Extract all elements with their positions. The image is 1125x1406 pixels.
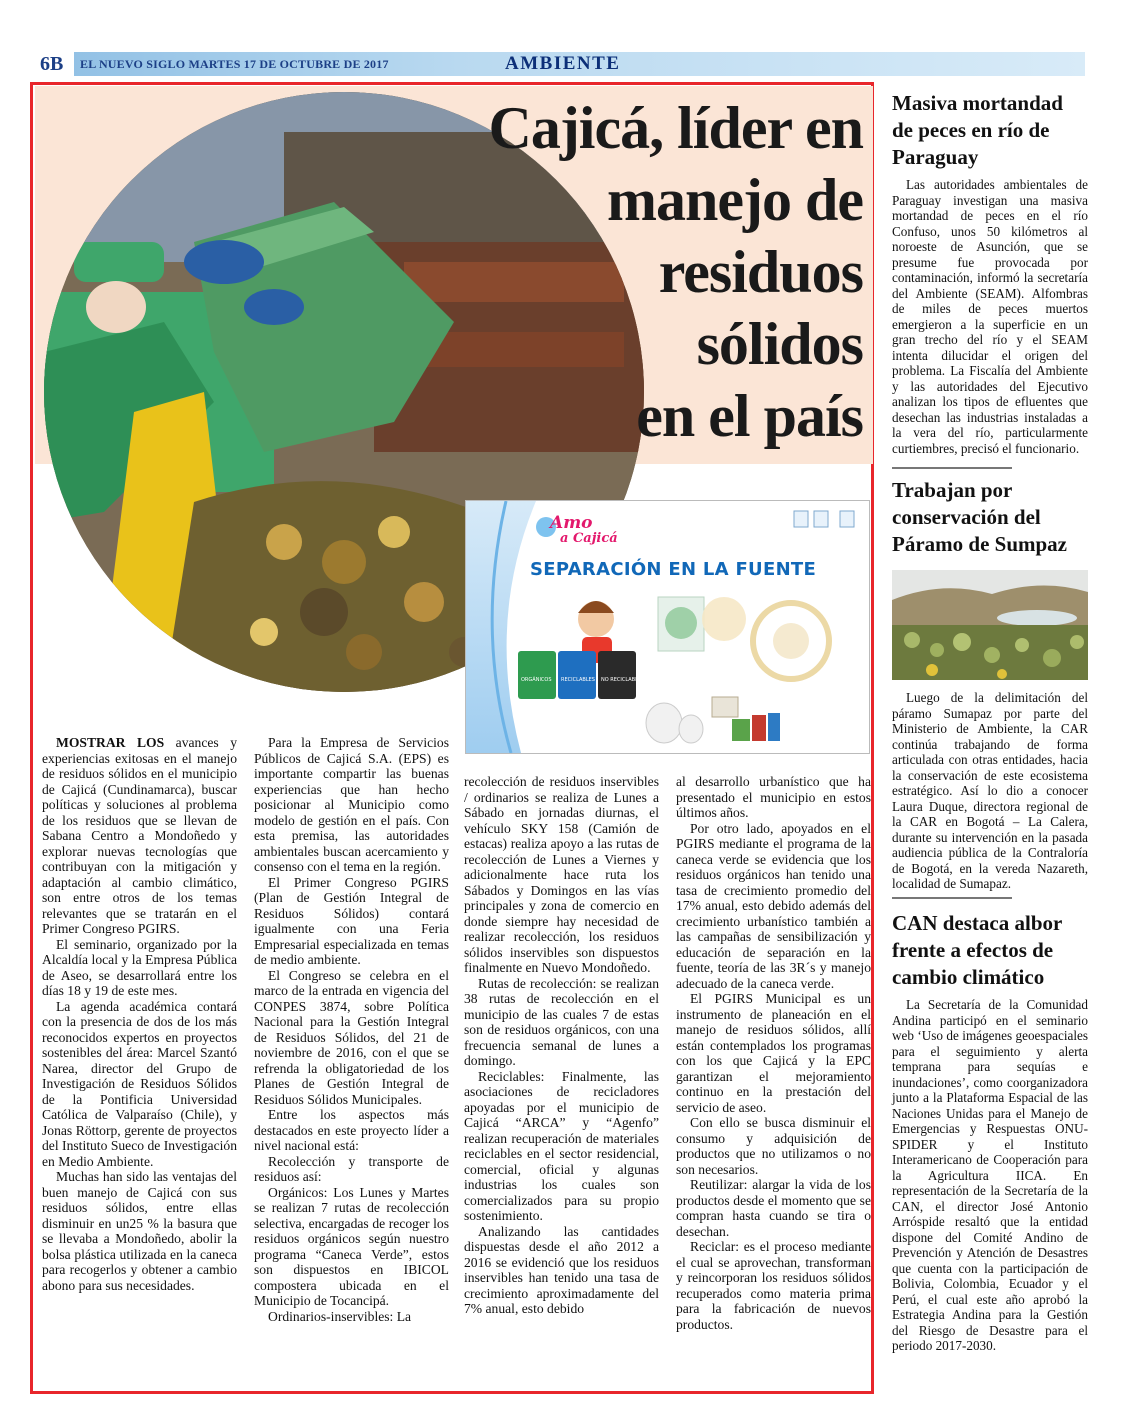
article-paragraph: al desarrollo urbanístico que ha presentado el municipio en estos últimos años.	[676, 774, 871, 820]
article-paragraph: Orgánicos: Los Lunes y Martes se realizan 7 rutas de recolección selectiva, encargadas de recoger los residuos orgánicos según nuestro programa “Caneca Verde”, estos son dispuestos en IBICOL compostera ubicada en el Municipio de Tocancipá.	[254, 1184, 449, 1308]
sidebar-story-title: Trabajan por conservación del Páramo de Sumpaz	[892, 478, 1067, 556]
headline-line: Cajicá, líder en	[488, 95, 863, 161]
sidebar-story-text: Las autoridades ambientales de Paraguay investigan una masiva mortandad de peces en el río Confuso, unos 50 kilómetros al noroeste de Asunción, que se presume fue provocada por contaminación, informó la secretaría del Ambiente (SEAM). Alfombras de miles de peces muertos emergieron a la superficie en un gran trecho del río y el SEAM intenta dilucidar el origen del problema. La Fiscalía del Ambiente y las autoridades del Ejecutivo analizan los tipos de efluentes que desechan las industrias instaladas a la vera del río, particularmente curtiembres, precisó el funcionario.	[892, 177, 1088, 456]
sidebar-story-sumapaz-body	[892, 690, 1088, 892]
article-paragraph: Muchas han sido las ventajas del buen manejo de Cajicá con sus residuos sólidos, entre ellas disminuir en un25 % la basura que se llevaba a Mondoñedo, abolir la bolsa plástica utilizada en la caneca para recogerlos y obtener a cambio abono para sus necesidades.	[42, 1169, 237, 1293]
article-paragraph: Analizando las cantidades dispuestas desde el año 2012 a 2016 se evidenció que los residuos inservibles han tenido una tasa de crecimiento aproximadamente del 7% anual, esto debido	[464, 1223, 659, 1316]
article-paragraph: El Congreso se celebra en el marco de la entrada en vigencia del CONPES 3874, sobre Política Nacional para la Gestión Integral de Residuos Sólidos, del 21 de noviembre de 2016, con el que se refrenda la obligatoriedad de los Planes de Gestión Integral de Residuos Sólidos Municipales.	[254, 967, 449, 1107]
article-paragraph: La agenda académica contará con la presencia de dos de los más reconocidos expertos en proyectos sostenibles del área: Marcel Szantó Narea, director del Grupo de Investigación de Residuos Sólidos de la Pontificia Universidad Católica de Valparaíso (Chile), y Jonas Röttorp, gerente de proyectos del Instituto Sueco de Investigación en Medio Ambiente.	[42, 998, 237, 1169]
article-paragraph: Por otro lado, apoyados en el PGIRS mediante el programa de la caneca verde se evidencia que los residuos orgánicos han tenido una tasa de crecimiento promedio del 17% anual, esto debido además del crecimiento urbanístico también a las campañas de sensibilización y educación de separación en la fuente, teoría de las 3R´s y manejo adecuado de la caneca verde.	[676, 820, 871, 991]
main-headline	[483, 92, 863, 452]
article-paragraph: Reciclar: es el proceso mediante el cual se aprovechan, transforman y reincorporan los residuos sólidos recuperados como materia prima para la fabricación de nuevos productos.	[676, 1239, 871, 1332]
sidebar-story-text: La Secretaría de la Comunidad Andina participó en el seminario web ‘Uso de imágenes geoespaciales para el seguimiento y alerta temprana para sequías e inundaciones’, como coorganizadora junto a la Plataforma Espacial de las Naciones Unidas para el Manejo de Emergencias y Respuestas ONU-SPIDER y el Instituto Interamericano de Cooperación para la Agricultura IICA. En representación de la Secretaría de la CAN, el director José Antonio Arróspide resaltó que la entidad dispone del Comité Andino de Prevención y Atención de Desastres que cuenta con la participación de Bolivia, Colombia, Ecuador y el Perú, el cual este año aprobó la Estrategia Andina para la Gestión del Riesgo de Desastre para el periodo 2017-2030.	[892, 997, 1088, 1353]
article-paragraph: Para la Empresa de Servicios Públicos de Cajicá S.A. (EPS) es importante compartir las buenas experiencias que han hecho posicionar al Municipio como modelo de gestión en el país. Con esta premisa, las autoridades ambientales buscan acercamiento y consenso con el tema en la región.	[254, 735, 449, 874]
bin-organic-label: ORGÁNICOS	[521, 677, 552, 683]
bin-recyclable-label: RECICLABLES	[561, 677, 595, 683]
article-paragraph: Recolección y transporte de residuos así:	[254, 1153, 449, 1184]
separation-poster	[465, 500, 870, 754]
sidebar-story-paraguay	[892, 90, 1088, 456]
poster-brand-sub: a Cajicá	[560, 531, 618, 546]
newspaper-date-line: EL NUEVO SIGLO MARTES 17 DE OCTUBRE DE 2017	[80, 57, 389, 71]
article-paragraph: Con ello se busca disminuir el consumo y adquisición de productos que no utilizamos o no son necesarios.	[676, 1115, 871, 1177]
sidebar-story-text: Luego de la delimitación del páramo Sumapaz por parte del Ministerio de Ambiente, la CAR continúa trabajando de forma articulada con otras entidades, hacia la conservación de este ecosistema estratégico. Así lo dio a conocer Laura Duque, directora regional de la CAR en Bogotá – La Calera, durante su intervención en la pasada audiencia pública de la Contraloría de Bogotá, en la vereda Nazareth, localidad de Sumapaz.	[892, 690, 1088, 891]
page-header	[40, 52, 1085, 76]
paramo-photo	[892, 570, 1088, 680]
article-paragraph: El seminario, organizado por la Alcaldía local y la Empresa Pública de Aseo, se desarrollará entre los días 18 y 19 de este mes.	[42, 936, 237, 998]
headline-line: residuos	[658, 239, 863, 305]
sidebar-story-title: CAN destaca albor frente a efectos de cambio climático	[892, 911, 1062, 989]
headline-line: manejo de	[607, 167, 863, 233]
article-paragraph: El Primer Congreso PGIRS (Plan de Gestión Integral de Residuos Sólidos) contará igualmente con una Feria Empresarial especializada en temas de medio ambiente.	[254, 874, 449, 967]
page-number: 6B	[40, 52, 74, 76]
sidebar-story-can	[892, 910, 1088, 1354]
headline-line: en el país	[636, 383, 863, 449]
article-column-1	[42, 735, 237, 1293]
article-column-4	[676, 774, 871, 1332]
article-paragraph: Rutas de recolección: se realizan 38 rutas de recolección en el municipio de las cuales 7 de estas son de residuos orgánicos, con una frecuencia semanal de lunes a domingo.	[464, 975, 659, 1068]
bin-nonrecyclable-label: NO RECICLABLES	[601, 677, 645, 683]
article-column-2	[254, 735, 449, 1324]
article-paragraph: MOSTRAR LOS avances y experiencias exitosas en el manejo de residuos sólidos en el municipio de Cajicá (Cundinamarca), buscar políticas y soluciones al problema de los residuos que se llevan de Sabana Centro a Mondoñedo y explorar nuevas tecnologías que contribuyan con la mitigación y adaptación al cambio climático, son entre otros de los temas relevantes que se tratarán en el Primer Congreso PGIRS.	[42, 735, 237, 936]
article-paragraph: recolección de residuos inservibles / ordinarios se realiza de Lunes a Sábado en jornadas diurnas, el vehículo SKY 158 (Camión de estacas) realiza apoyo a las rutas de recolección de Lunes a Viernes y adicionalmente hace ruta los Sábados y Domingos en las vías principales y zona de comercio en donde siempre hay necesidad de realizar recolección, los residuos sólidos inservibles son dispuestos finalmente en Nuevo Mondoñedo.	[464, 774, 659, 975]
headline-line: sólidos	[696, 311, 863, 377]
article-paragraph: Ordinarios-inservibles: La	[268, 1308, 412, 1324]
article-paragraph: Entre los aspectos más destacados en este proyecto líder a nivel nacional está:	[254, 1107, 449, 1153]
article-column-3	[464, 774, 659, 1317]
poster-title: SEPARACIÓN EN LA FUENTE	[530, 559, 817, 580]
article-lead-in: MOSTRAR LOS	[56, 735, 165, 750]
section-title: AMBIENTE	[505, 53, 621, 74]
poster-graphic	[466, 501, 869, 753]
article-paragraph: Reciclables: Finalmente, las asociaciones de recicladores apoyadas por el municipio de Cajicá “ARCA” y “Agenfo” realizan recuperación de materiales reciclables en el sector residencial, comercial, oficial y algunas industrias los cuales son comercializados para su propio sostenimiento.	[464, 1068, 659, 1223]
sidebar-divider	[892, 897, 1012, 899]
poster-brand: Amo	[550, 513, 593, 533]
sidebar-story-title: Masiva mortandad de peces en río de Paraguay	[892, 91, 1063, 169]
sidebar-divider	[892, 467, 1012, 469]
paramo-illustration	[892, 570, 1088, 680]
article-paragraph: Reutilizar: alargar la vida de los productos desde el momento que se compran hasta cuando se tira o desechan.	[676, 1177, 871, 1239]
article-paragraph: El PGIRS Municipal es un instrumento de planeación en el manejo de residuos sólidos, allí están contemplados los programas con los que Cajicá y la EPC garantizan el mejoramiento continuo en la prestación del servicio de aseo.	[676, 991, 871, 1115]
sidebar-story-sumapaz	[892, 477, 1088, 558]
